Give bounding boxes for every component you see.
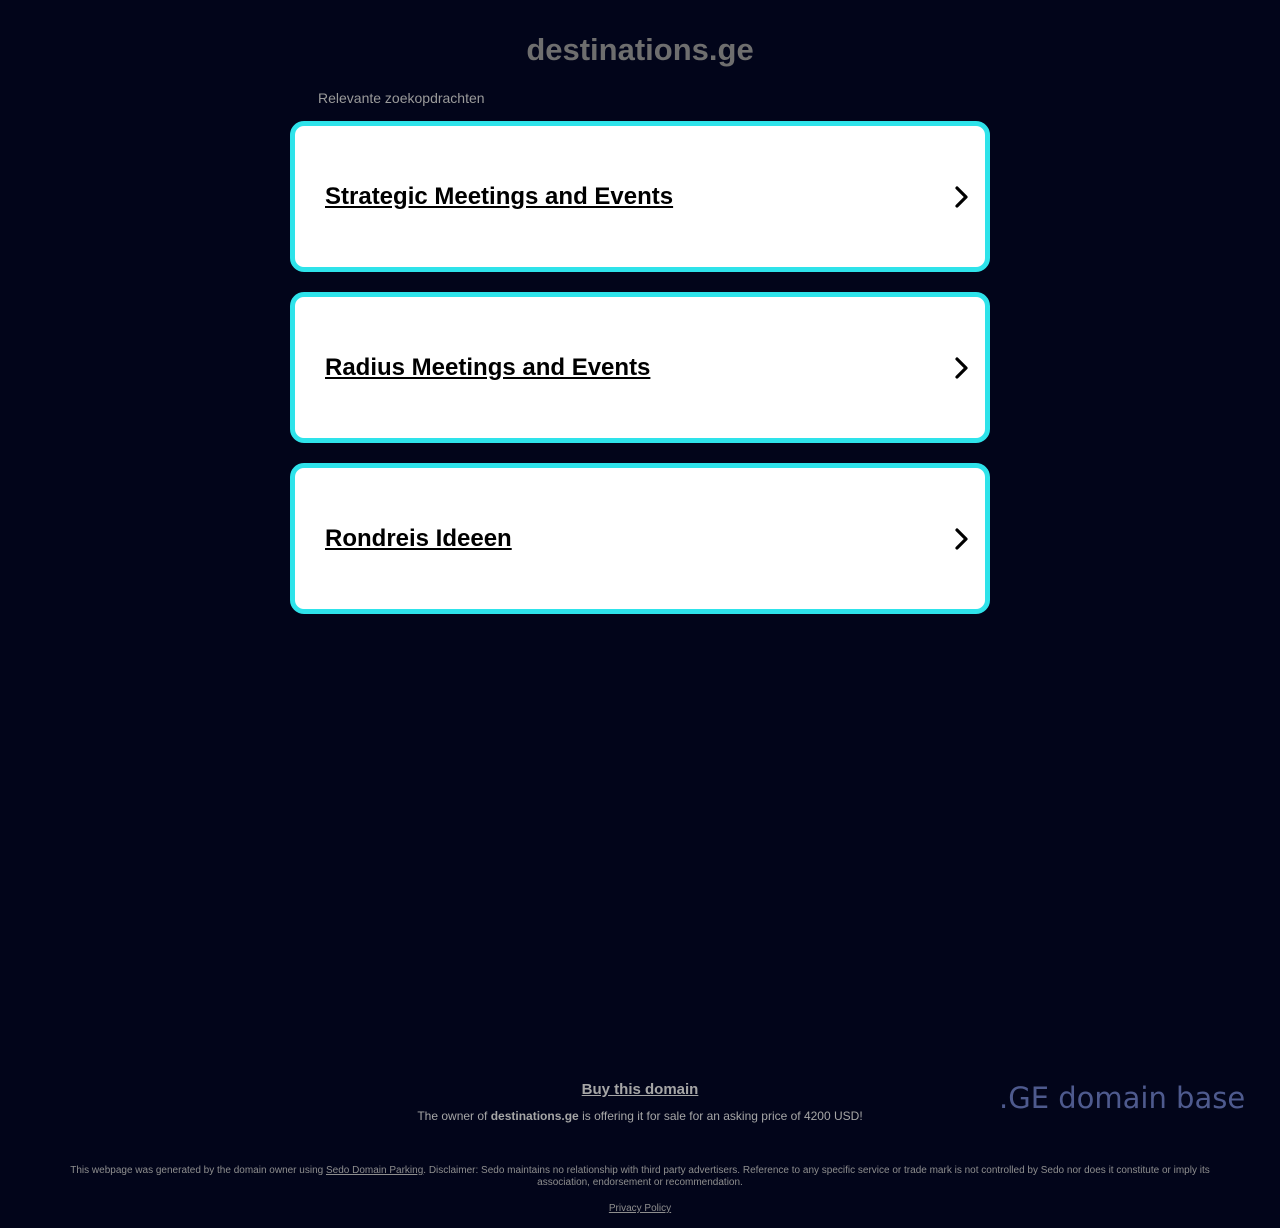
brand-logo[interactable]: .GE domain base bbox=[999, 1081, 1246, 1115]
offer-prefix: The owner of bbox=[417, 1109, 491, 1123]
buy-domain-link[interactable]: Buy this domain bbox=[581, 1081, 699, 1098]
search-result-card[interactable] bbox=[290, 292, 990, 443]
search-result-card[interactable] bbox=[290, 121, 990, 272]
search-result-card[interactable] bbox=[290, 463, 990, 614]
search-result-link[interactable]: Strategic Meetings and Events bbox=[325, 182, 674, 210]
chevron-right-icon bbox=[951, 184, 971, 210]
sedo-parking-link[interactable]: Sedo Domain Parking bbox=[325, 1165, 424, 1176]
offer-suffix: is offering it for sale for an asking price of 4200 USD! bbox=[578, 1109, 863, 1123]
search-result-link[interactable]: Rondreis Ideeen bbox=[325, 524, 512, 552]
related-searches-label: Relevante zoekopdrachten bbox=[318, 90, 485, 106]
offer-domain: destinations.ge bbox=[490, 1109, 579, 1123]
privacy-section bbox=[0, 1203, 1280, 1215]
chevron-right-icon bbox=[951, 526, 971, 552]
disclaimer-suffix: . Disclaimer: Sedo maintains no relationship with third party advertisers. Reference to any specific service or trade mark is not controlled by Sedo nor does it constitute or imply its association, endorsement or recommendation. bbox=[423, 1165, 1210, 1188]
chevron-right-icon bbox=[951, 355, 971, 381]
search-result-link[interactable]: Radius Meetings and Events bbox=[325, 353, 651, 381]
disclaimer-text bbox=[60, 1165, 1220, 1189]
privacy-policy-link[interactable]: Privacy Policy bbox=[608, 1203, 672, 1214]
disclaimer-prefix: This webpage was generated by the domain owner using bbox=[70, 1165, 326, 1176]
page-title: destinations.ge bbox=[526, 32, 754, 67]
